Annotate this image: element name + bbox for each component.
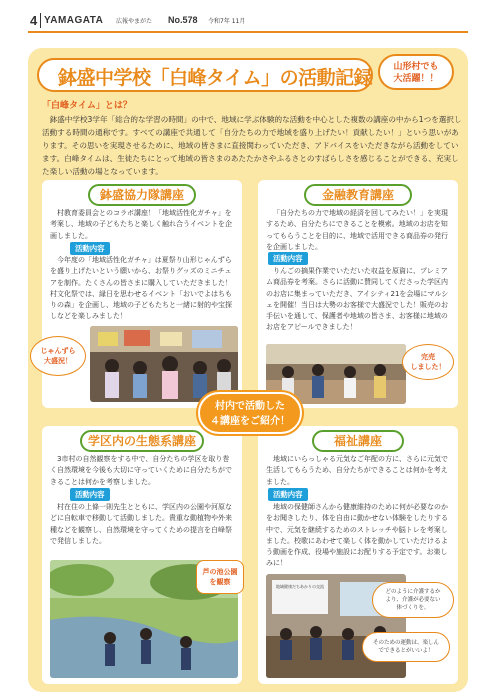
section-4-note-a-line-2: より、介護が必要ない [385,597,441,603]
section-3-title: 学区内の生態系講座 [87,434,196,448]
section-1-photo-note [30,336,86,376]
section-2-activities: りんごの摘果作業でいただいた収益を原資に、プレミアム商品券を考案。さらに活動に賛同してくださった学区内のお店に集まっていただき、アイシティ21を会場にマルシェを開催！当日は大勢のお客様で大盛況でした！販売のお手伝いを通して、保護者や地域の皆さま、お客様に地域のお店をアピールできました！ [266,267,449,332]
section-4-photo-note-a [372,582,454,618]
center-badge [198,392,302,434]
page-number: 4 [30,13,38,28]
section-2-title: 金融教育講座 [321,188,394,202]
festival-photo-illustration [90,326,238,402]
intro-text: 鉢盛中学校3学年「総合的な学習の時間」の中で、地域に学ぶ体験的な活動を中心とした複数の講座の中から1つを選択し活動する時間の通称です。すべての講座で共通して「自分たちの力で地域を盛り上げたい！貢献したい！」という思いがあります。その思いを実現させるために、地域の皆さまに直接関わっていただき、アドバイスをいただきながら活動をしています。白峰タイムは、生徒たちにとって地域の皆さまのあたたかさやふるさとのすばらしさを感じることができる、充実した楽しい活動の場となっています。 [42,115,462,176]
section-1-heading [88,184,196,206]
intro-block [42,98,462,178]
section-1-note-line-1: じゃんずら [40,347,76,355]
section-4-title: 福祉講座 [333,434,382,448]
page-header [0,0,494,40]
header-rule [28,31,468,33]
section-1-summary: 村教育委員会とのコラボ講座！「地域活性化ガチャ」を考案し、地域の子どもたちと楽しく触れ合うイベントを企画しました。 [50,209,232,240]
callout-line-2: 大活躍！！ [393,74,439,84]
center-badge-line-1: 村内で活動した [215,401,285,412]
section-4-note-b-line-1: そのための運動は、楽しん [372,640,439,646]
section-4-photo-note-b [362,632,450,662]
header-divider [40,13,41,28]
section-1-activity-tag: 活動内容 [70,242,110,255]
intro-heading: 「白峰タイム」とは？ [42,101,132,111]
section-1-photo [90,326,238,402]
issue-number: No.578 [168,15,198,25]
section-4-note-b-line-2: でできるとがいいよ！ [378,648,434,654]
issue-date: 令和7年 11月 [208,18,246,25]
section-1-activities: 今年度の「地域活性化ガチャ」は夏祭り山形じゃんずらを盛り上げたいという願いから、お祭りグッズのミニチュアを制作。たくさんの皆さまに購入していただきました！ 村文化祭では、縁日を思わせるイベント「おいでよはちもりの森」を企画し、地域の子どもたちと一緒に射的や宝探しなどを楽しみました！ [50,256,232,321]
section-2-photo-note [402,344,454,380]
section-3-heading [80,430,204,452]
section-3-activities: 村在住の上條一則先生とともに、学区内の公園や河原などに自転車で移動して活動しました。貴重な動植物や外来種などを観察し、自然環境を守ってくための提言を白峰祭で発信しました。 [50,503,232,545]
callout-line-1: 山形村でも [393,62,439,72]
section-4-screen-text: 地域健康だちあかりの交流 [276,584,324,589]
section-3-note-line-2: を観察 [209,578,231,586]
publication-name: YAMAGATA [44,15,104,26]
publication-subtitle: 広報やまがた [116,18,153,25]
section-2-note-line-1: 完売 [421,353,435,361]
section-3-activity-tag: 活動内容 [70,488,110,501]
section-4-note-a-line-1: どのように介護するか [385,589,441,595]
section-4-summary: 地域にいらっしゃる元気なご年配の方に、さらに元気で生活してもらうため、自分たちができることは何かを考えました。 [266,455,448,486]
section-4-activity-tag: 活動内容 [268,488,308,501]
section-4-note-a-line-3: 体づくりを。 [396,605,430,611]
section-2-heading [304,184,412,206]
section-1-note-line-2: 大盛況！ [44,357,72,365]
section-2-note-line-2: しました！ [410,363,446,371]
center-badge-line-2: ４講座をご紹介！ [210,416,290,427]
section-4-activities: 地域の保健師さんから健康維持のために何が必要なのかをお聞きしたり、体を自由に動かせない体験をしたりする中で、元気を継続するためのストレッチや脳トレを考案しました。校歌にあわせて楽しく体を動かしていただけるよう動画を作成、役場や施設にお配りする予定です。お楽しみに！ [266,503,448,568]
callout-bubble [378,54,454,90]
section-2-summary: 「自分たちの力で地域の経済を回してみたい！」を実現するため、自分たちにできることを模索。地域のお店を知ってもらうことを目的に、地域で活用できる商品券の発行を企画しました。 [266,209,448,251]
section-3-summary: 3市村の自然観察をする中で、自分たちの学区を取り巻く自然環境を今後も大切に守っていくために自分たちができることは何かを考察しました。 [50,455,232,486]
section-2-activity-tag: 活動内容 [268,252,308,265]
section-1-title: 鉢盛協力隊講座 [99,188,184,202]
section-4-heading [312,430,404,452]
section-3-photo-note [196,560,244,594]
section-3-note-line-1: 芦の池公園 [202,568,238,576]
article-title: 鉢盛中学校「白峰タイム」の活動記録 [58,67,373,89]
